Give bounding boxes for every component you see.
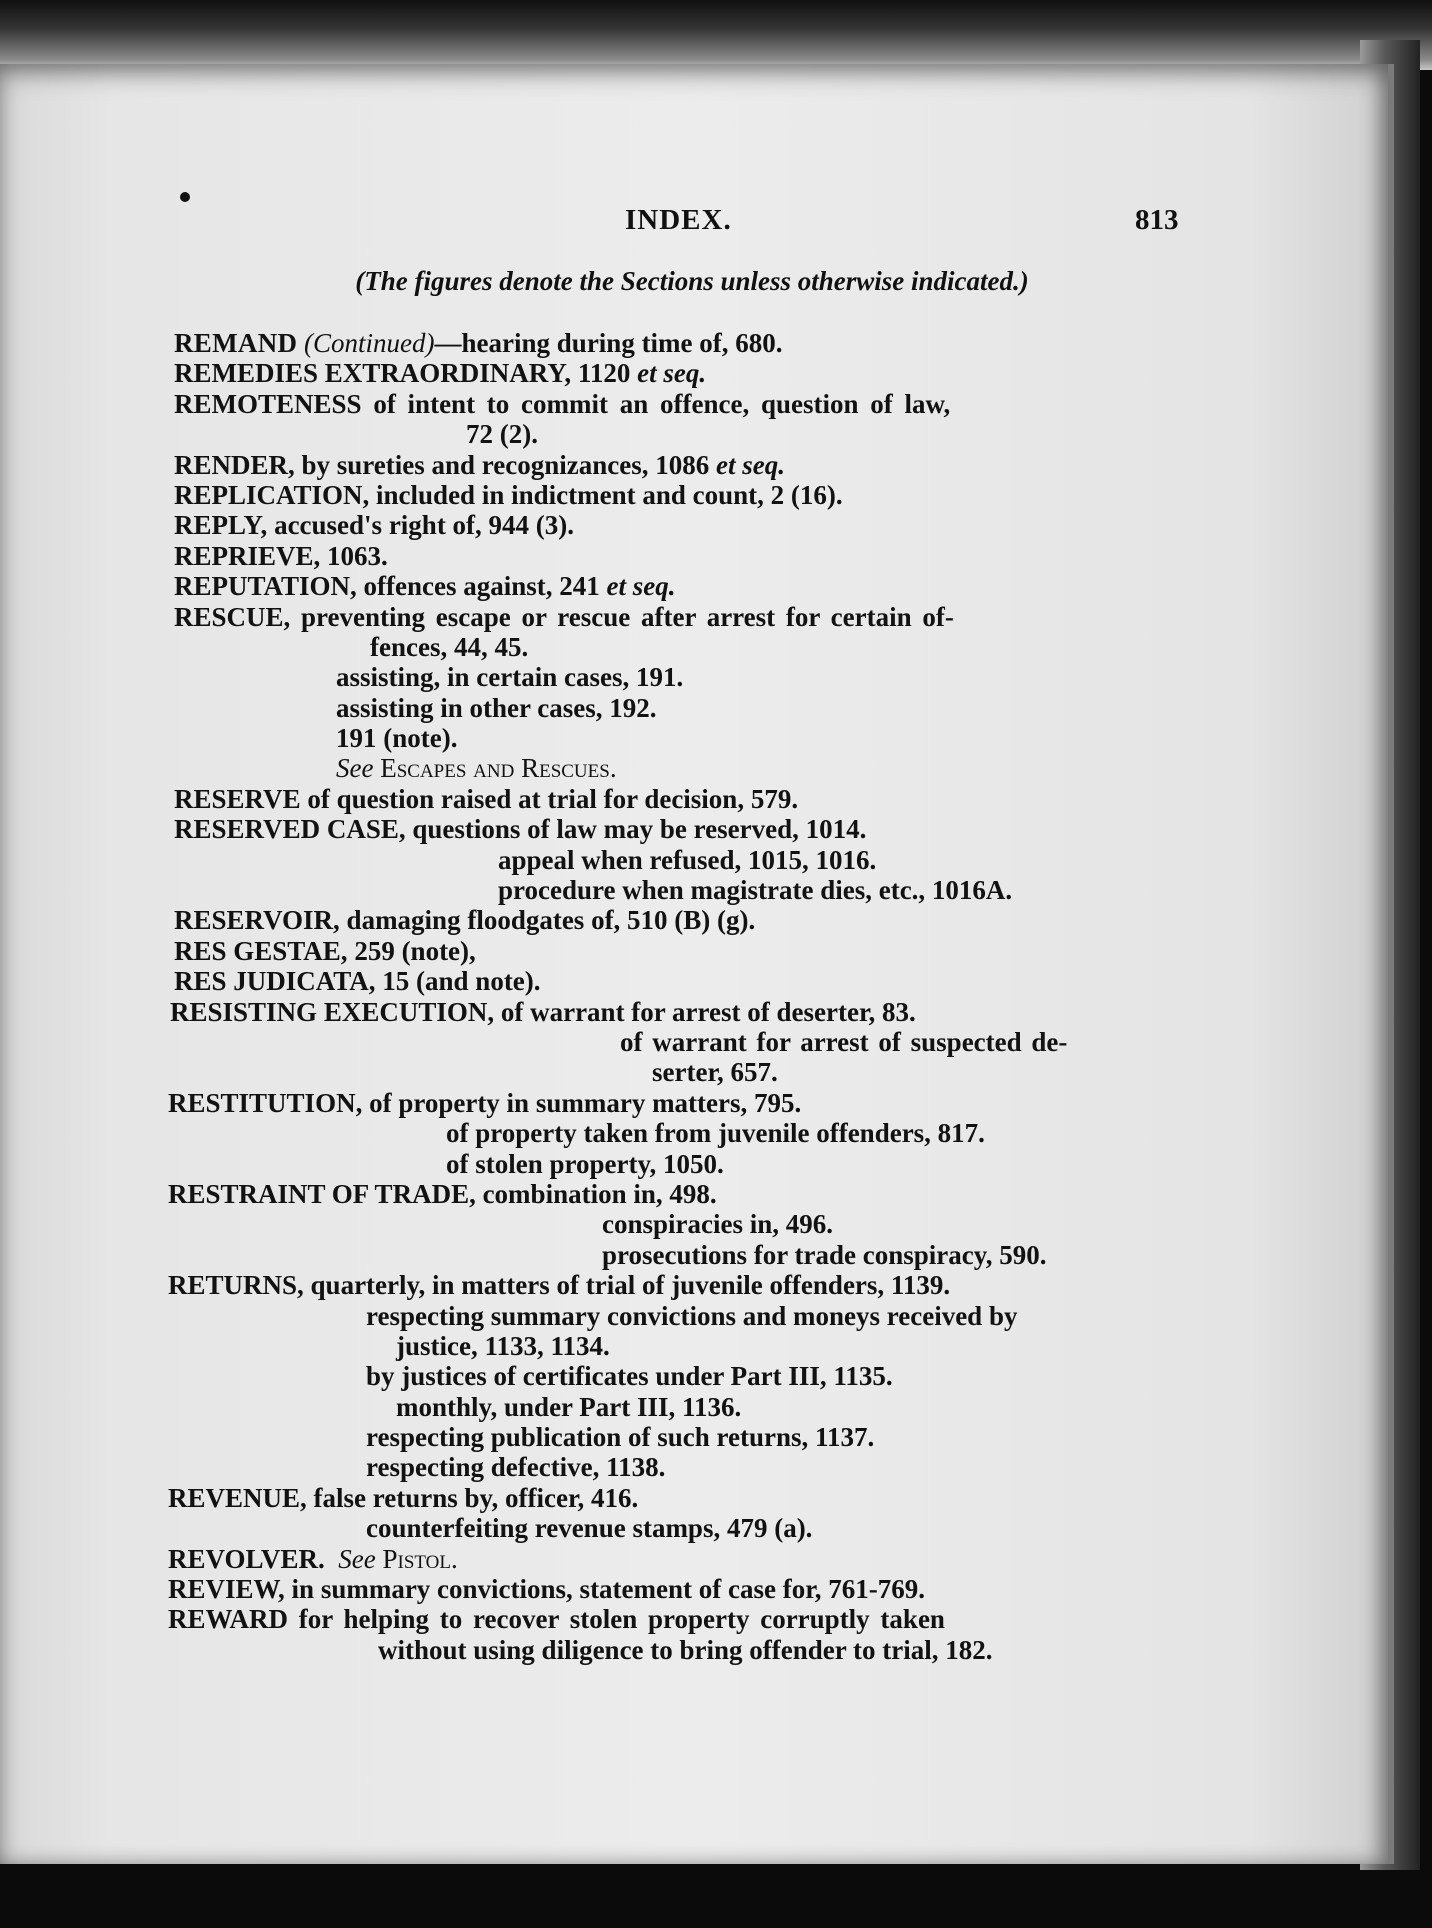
entry-text: included in indictment and count, 2 (16). — [376, 479, 843, 510]
index-entry-remedies — [0, 358, 1388, 388]
index-entry-reputation — [0, 571, 1388, 601]
entry-et-seq: et seq. — [716, 449, 785, 480]
entry-subline: respecting summary convictions and moneys received by — [366, 1300, 1018, 1331]
entry-text: 1063. — [327, 540, 388, 571]
index-entry-rescue — [0, 602, 1388, 632]
entry-subline: serter, 657. — [652, 1057, 778, 1088]
index-entry-render — [0, 450, 1388, 480]
entry-text: questions of law may be reserved, 1014. — [412, 814, 867, 845]
index-entry-reprieve — [0, 541, 1388, 571]
entry-text: combination in, 498. — [482, 1178, 717, 1209]
entry-headword: RESISTING EXECUTION, — [170, 996, 495, 1027]
see-reference: Pistol. — [382, 1543, 458, 1574]
entry-subline: counterfeiting revenue stamps, 479 (a). — [366, 1513, 813, 1544]
entry-continued: (Continued) — [304, 328, 435, 358]
entry-headword: REVENUE, — [168, 1482, 307, 1513]
page-number: 813 — [1135, 204, 1179, 236]
entry-headword: REMOTENESS — [174, 388, 362, 419]
entry-et-seq: et seq. — [606, 571, 676, 602]
entry-headword: RESTITUTION, — [168, 1087, 363, 1118]
index-entry-restitution — [0, 1088, 1388, 1118]
entry-subline: 191 (note). — [336, 723, 458, 754]
entry-text: by sureties and recognizances, 1086 — [301, 449, 710, 480]
entry-text: in summary convictions, statement of case for, 761-769. — [291, 1574, 925, 1605]
page-top-edge — [0, 0, 1432, 70]
entry-text: quarterly, in matters of trial of juvenile offenders, 1139. — [310, 1270, 951, 1301]
entry-headword: REPLY, — [174, 510, 268, 541]
index-entry-resisting-execution — [0, 997, 1388, 1027]
entry-subline: of property taken from juvenile offenders, 817. — [446, 1118, 985, 1149]
entry-subline: respecting publication of such returns, 1137. — [366, 1422, 875, 1453]
index-entry-reward — [0, 1604, 1388, 1634]
entry-headword: RES JUDICATA, — [174, 966, 376, 997]
index-entry-reserve — [0, 784, 1388, 814]
index-entry-revolver — [0, 1544, 1388, 1574]
entry-subline: conspiracies in, 496. — [602, 1209, 834, 1240]
entry-headword: RESTRAINT OF TRADE, — [168, 1178, 476, 1209]
index-entry-res-gestae — [0, 936, 1388, 966]
see-label: See — [338, 1543, 376, 1574]
entry-subline: of stolen property, 1050. — [446, 1148, 724, 1179]
entry-text: offences against, 241 — [363, 571, 600, 602]
index-entry-replication — [0, 480, 1388, 510]
entry-subline: assisting in other cases, 192. — [336, 692, 657, 723]
entry-et-seq: et seq. — [637, 358, 707, 389]
entry-text: of warrant for arrest of deserter, 83. — [500, 996, 916, 1027]
entry-subline: respecting defective, 1138. — [366, 1452, 666, 1483]
ink-dot — [180, 192, 190, 202]
entry-headword: REPRIEVE, — [174, 540, 321, 571]
index-entry-reservoir — [0, 905, 1388, 935]
entry-text: preventing escape or rescue after arrest for certain of- — [301, 601, 954, 632]
entry-subline: monthly, under Part III, 1136. — [396, 1391, 742, 1422]
index-entry-restraint-of-trade — [0, 1179, 1388, 1209]
index-entry-remand — [0, 328, 1388, 358]
entry-subline: procedure when magistrate dies, etc., 1016A. — [498, 875, 1013, 906]
entry-subline: of warrant for arrest of suspected de- — [620, 1026, 1068, 1057]
entry-headword: RENDER, — [174, 449, 295, 480]
entry-headword: REMAND — [174, 328, 298, 358]
entry-text: 1120 — [577, 358, 631, 389]
entry-headword: RESCUE, — [174, 601, 291, 632]
entry-headword: REVOLVER. — [168, 1543, 325, 1574]
entry-headword: RESERVED CASE, — [174, 814, 406, 845]
page-header — [0, 204, 1388, 244]
entry-headword: RESERVOIR, — [174, 905, 340, 936]
entry-headword: RESERVE — [174, 783, 301, 814]
entry-headword: RES GESTAE, — [174, 935, 348, 966]
entry-subline: fences, 44, 45. — [370, 631, 529, 662]
entry-headword: REPLICATION, — [174, 479, 370, 510]
entry-text: false returns by, officer, 416. — [313, 1482, 639, 1513]
index-entry-returns — [0, 1270, 1388, 1300]
entry-headword: REPUTATION, — [174, 571, 357, 602]
entry-subline: prosecutions for trade conspiracy, 590. — [602, 1239, 1047, 1270]
index-entry-reply — [0, 510, 1388, 540]
entry-subline: appeal when refused, 1015, 1016. — [498, 844, 877, 875]
entry-subline: assisting, in certain cases, 191. — [336, 662, 684, 693]
index-entry-reserved-case — [0, 814, 1388, 844]
entry-subline: justice, 1133, 1134. — [396, 1330, 610, 1361]
running-title: INDEX. — [625, 204, 732, 236]
index-entry-review — [0, 1574, 1388, 1604]
entry-headword: REMEDIES EXTRAORDINARY, — [174, 358, 572, 389]
index-entry-remoteness — [0, 389, 1388, 419]
entry-headword: REVIEW, — [168, 1574, 285, 1605]
entry-headword: REWARD — [168, 1604, 289, 1635]
entry-text: damaging floodgates of, 510 (B) (g). — [346, 905, 756, 936]
entry-text: —hearing during time of, 680. — [434, 328, 783, 358]
entry-text: accused's right of, 944 (3). — [274, 510, 575, 541]
entry-text: of intent to commit an offence, question of law, — [373, 388, 951, 419]
index-entry-res-judicata — [0, 966, 1388, 996]
entry-subline: without using diligence to bring offender to trial, 182. — [378, 1634, 993, 1665]
see-reference: Escapes and Rescues. — [380, 753, 617, 784]
entry-text: of property in summary matters, 795. — [369, 1087, 802, 1118]
entry-text: 15 (and note). — [382, 966, 541, 997]
entry-text: for helping to recover stolen property corruptly taken — [298, 1604, 945, 1635]
index-entries — [0, 328, 1388, 1665]
index-entry-revenue — [0, 1483, 1388, 1513]
entry-subline: by justices of certificates under Part III, 1135. — [366, 1361, 893, 1392]
entry-headword: RETURNS, — [168, 1270, 304, 1301]
index-note: (The figures denote the Sections unless otherwise indicated.) — [355, 266, 1029, 296]
entry-continuation: 72 (2). — [466, 419, 538, 450]
entry-text: 259 (note), — [354, 935, 476, 966]
entry-text: of question raised at trial for decision, 579. — [307, 783, 799, 814]
see-label: See — [336, 753, 374, 784]
